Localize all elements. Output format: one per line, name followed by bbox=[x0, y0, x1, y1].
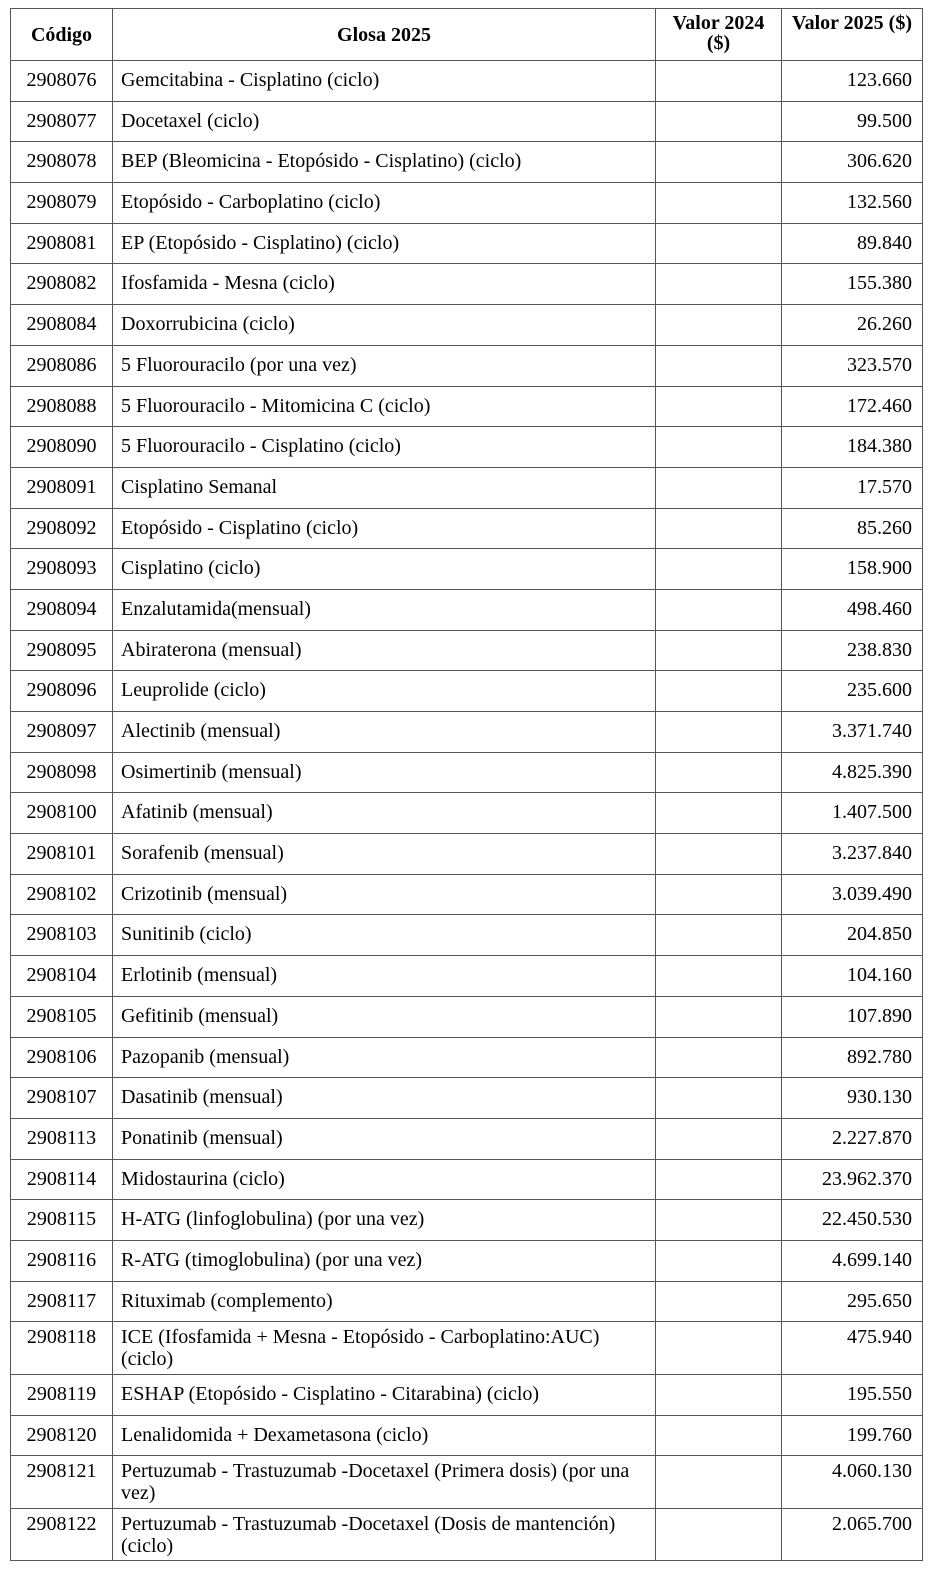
cell-codigo: 2908090 bbox=[11, 427, 113, 468]
cell-codigo: 2908093 bbox=[11, 549, 113, 590]
cell-glosa: Alectinib (mensual) bbox=[113, 712, 656, 753]
cell-codigo: 2908097 bbox=[11, 712, 113, 753]
header-valor-2025: Valor 2025 ($) bbox=[782, 9, 923, 61]
cell-glosa: ESHAP (Etopósido - Cisplatino - Citarabina) (ciclo) bbox=[113, 1374, 656, 1415]
cell-glosa: Cisplatino Semanal bbox=[113, 467, 656, 508]
cell-codigo: 2908102 bbox=[11, 874, 113, 915]
cell-valor-2025: 892.780 bbox=[782, 1037, 923, 1078]
cell-valor-2025: 2.227.870 bbox=[782, 1118, 923, 1159]
cell-valor-2025: 22.450.530 bbox=[782, 1200, 923, 1241]
cell-codigo: 2908113 bbox=[11, 1118, 113, 1159]
cell-codigo: 2908121 bbox=[11, 1456, 113, 1509]
cell-codigo: 2908088 bbox=[11, 386, 113, 427]
table-row bbox=[11, 61, 923, 102]
cell-glosa: Osimertinib (mensual) bbox=[113, 752, 656, 793]
table-row bbox=[11, 712, 923, 753]
cell-valor-2024 bbox=[656, 1281, 782, 1322]
table-row bbox=[11, 467, 923, 508]
header-valor-2024: Valor 2024 ($) bbox=[656, 9, 782, 61]
table-row bbox=[11, 1078, 923, 1119]
cell-valor-2024 bbox=[656, 630, 782, 671]
cell-codigo: 2908086 bbox=[11, 345, 113, 386]
cell-codigo: 2908098 bbox=[11, 752, 113, 793]
cell-valor-2025: 184.380 bbox=[782, 427, 923, 468]
table-row bbox=[11, 915, 923, 956]
cell-codigo: 2908095 bbox=[11, 630, 113, 671]
table-row bbox=[11, 223, 923, 264]
cell-valor-2024 bbox=[656, 549, 782, 590]
cell-valor-2025: 172.460 bbox=[782, 386, 923, 427]
cell-codigo: 2908084 bbox=[11, 305, 113, 346]
cell-valor-2024 bbox=[656, 834, 782, 875]
cell-valor-2024 bbox=[656, 793, 782, 834]
cell-codigo: 2908092 bbox=[11, 508, 113, 549]
cell-glosa: Midostaurina (ciclo) bbox=[113, 1159, 656, 1200]
cell-glosa: 5 Fluorouracilo - Cisplatino (ciclo) bbox=[113, 427, 656, 468]
cell-valor-2025: 89.840 bbox=[782, 223, 923, 264]
cell-glosa: 5 Fluorouracilo - Mitomicina C (ciclo) bbox=[113, 386, 656, 427]
cell-glosa: Ponatinib (mensual) bbox=[113, 1118, 656, 1159]
cell-glosa: Erlotinib (mensual) bbox=[113, 956, 656, 997]
table-row bbox=[11, 305, 923, 346]
cell-valor-2024 bbox=[656, 223, 782, 264]
cell-glosa: Gefitinib (mensual) bbox=[113, 996, 656, 1037]
cell-codigo: 2908122 bbox=[11, 1508, 113, 1561]
cell-valor-2025: 498.460 bbox=[782, 589, 923, 630]
cell-codigo: 2908091 bbox=[11, 467, 113, 508]
cell-valor-2025: 306.620 bbox=[782, 142, 923, 183]
table-row bbox=[11, 1159, 923, 1200]
cell-codigo: 2908105 bbox=[11, 996, 113, 1037]
table-row bbox=[11, 752, 923, 793]
cell-glosa: Cisplatino (ciclo) bbox=[113, 549, 656, 590]
cell-valor-2024 bbox=[656, 1508, 782, 1561]
cell-valor-2025: 99.500 bbox=[782, 101, 923, 142]
cell-valor-2024 bbox=[656, 427, 782, 468]
cell-valor-2024 bbox=[656, 467, 782, 508]
cell-valor-2024 bbox=[656, 671, 782, 712]
cell-codigo: 2908076 bbox=[11, 61, 113, 102]
cell-valor-2024 bbox=[656, 264, 782, 305]
cell-valor-2024 bbox=[656, 1240, 782, 1281]
cell-glosa: 5 Fluorouracilo (por una vez) bbox=[113, 345, 656, 386]
cell-codigo: 2908106 bbox=[11, 1037, 113, 1078]
table-row bbox=[11, 264, 923, 305]
table-row bbox=[11, 1037, 923, 1078]
cell-valor-2025: 4.699.140 bbox=[782, 1240, 923, 1281]
cell-codigo: 2908115 bbox=[11, 1200, 113, 1241]
cell-glosa: Leuprolide (ciclo) bbox=[113, 671, 656, 712]
cell-codigo: 2908107 bbox=[11, 1078, 113, 1119]
table-row bbox=[11, 1200, 923, 1241]
cell-glosa: EP (Etopósido - Cisplatino) (ciclo) bbox=[113, 223, 656, 264]
table-row bbox=[11, 1415, 923, 1456]
header-glosa: Glosa 2025 bbox=[113, 9, 656, 61]
table-row bbox=[11, 1240, 923, 1281]
cell-codigo: 2908103 bbox=[11, 915, 113, 956]
cell-valor-2025: 2.065.700 bbox=[782, 1508, 923, 1561]
cell-valor-2024 bbox=[656, 874, 782, 915]
cell-codigo: 2908114 bbox=[11, 1159, 113, 1200]
tariff-table bbox=[10, 8, 923, 1561]
cell-valor-2024 bbox=[656, 61, 782, 102]
cell-glosa: Sorafenib (mensual) bbox=[113, 834, 656, 875]
cell-valor-2024 bbox=[656, 712, 782, 753]
cell-glosa: Enzalutamida(mensual) bbox=[113, 589, 656, 630]
cell-valor-2024 bbox=[656, 183, 782, 224]
cell-codigo: 2908117 bbox=[11, 1281, 113, 1322]
table-row bbox=[11, 1456, 923, 1509]
cell-glosa: Pertuzumab - Trastuzumab -Docetaxel (Dosis de mantención) (ciclo) bbox=[113, 1508, 656, 1561]
cell-valor-2025: 1.407.500 bbox=[782, 793, 923, 834]
table-row bbox=[11, 549, 923, 590]
cell-codigo: 2908077 bbox=[11, 101, 113, 142]
table-row bbox=[11, 671, 923, 712]
cell-glosa: Ifosfamida - Mesna (ciclo) bbox=[113, 264, 656, 305]
table-row bbox=[11, 1281, 923, 1322]
cell-valor-2024 bbox=[656, 101, 782, 142]
cell-valor-2024 bbox=[656, 1374, 782, 1415]
cell-valor-2024 bbox=[656, 1037, 782, 1078]
cell-codigo: 2908094 bbox=[11, 589, 113, 630]
cell-codigo: 2908078 bbox=[11, 142, 113, 183]
cell-valor-2024 bbox=[656, 508, 782, 549]
cell-glosa: R-ATG (timoglobulina) (por una vez) bbox=[113, 1240, 656, 1281]
cell-valor-2025: 155.380 bbox=[782, 264, 923, 305]
cell-glosa: Sunitinib (ciclo) bbox=[113, 915, 656, 956]
cell-glosa: Docetaxel (ciclo) bbox=[113, 101, 656, 142]
cell-valor-2025: 107.890 bbox=[782, 996, 923, 1037]
cell-valor-2025: 3.237.840 bbox=[782, 834, 923, 875]
table-row bbox=[11, 956, 923, 997]
cell-codigo: 2908079 bbox=[11, 183, 113, 224]
table-row bbox=[11, 874, 923, 915]
cell-valor-2025: 104.160 bbox=[782, 956, 923, 997]
table-row bbox=[11, 508, 923, 549]
table-row bbox=[11, 1322, 923, 1375]
cell-glosa: Dasatinib (mensual) bbox=[113, 1078, 656, 1119]
cell-valor-2025: 158.900 bbox=[782, 549, 923, 590]
cell-glosa: Pertuzumab - Trastuzumab -Docetaxel (Primera dosis) (por una vez) bbox=[113, 1456, 656, 1509]
cell-codigo: 2908081 bbox=[11, 223, 113, 264]
table-row bbox=[11, 834, 923, 875]
cell-glosa: Rituximab (complemento) bbox=[113, 1281, 656, 1322]
cell-glosa: Etopósido - Carboplatino (ciclo) bbox=[113, 183, 656, 224]
table-row bbox=[11, 1508, 923, 1561]
cell-valor-2025: 930.130 bbox=[782, 1078, 923, 1119]
cell-glosa: Afatinib (mensual) bbox=[113, 793, 656, 834]
cell-valor-2025: 235.600 bbox=[782, 671, 923, 712]
cell-valor-2025: 4.060.130 bbox=[782, 1456, 923, 1509]
cell-valor-2024 bbox=[656, 589, 782, 630]
cell-valor-2024 bbox=[656, 1159, 782, 1200]
cell-valor-2024 bbox=[656, 915, 782, 956]
cell-valor-2025: 4.825.390 bbox=[782, 752, 923, 793]
table-header-row bbox=[11, 9, 923, 61]
cell-valor-2025: 323.570 bbox=[782, 345, 923, 386]
table-row bbox=[11, 427, 923, 468]
cell-codigo: 2908096 bbox=[11, 671, 113, 712]
cell-valor-2024 bbox=[656, 1078, 782, 1119]
cell-valor-2024 bbox=[656, 752, 782, 793]
table-row bbox=[11, 793, 923, 834]
cell-valor-2025: 132.560 bbox=[782, 183, 923, 224]
cell-valor-2024 bbox=[656, 1322, 782, 1375]
cell-valor-2025: 3.371.740 bbox=[782, 712, 923, 753]
cell-valor-2024 bbox=[656, 1200, 782, 1241]
cell-glosa: Gemcitabina - Cisplatino (ciclo) bbox=[113, 61, 656, 102]
table-row bbox=[11, 1374, 923, 1415]
table-row bbox=[11, 386, 923, 427]
cell-valor-2024 bbox=[656, 305, 782, 346]
table-row bbox=[11, 996, 923, 1037]
cell-codigo: 2908082 bbox=[11, 264, 113, 305]
cell-glosa: Etopósido - Cisplatino (ciclo) bbox=[113, 508, 656, 549]
cell-valor-2024 bbox=[656, 386, 782, 427]
header-codigo: Código bbox=[11, 9, 113, 61]
cell-valor-2025: 123.660 bbox=[782, 61, 923, 102]
cell-glosa: Crizotinib (mensual) bbox=[113, 874, 656, 915]
table-row bbox=[11, 142, 923, 183]
cell-glosa: Abiraterona (mensual) bbox=[113, 630, 656, 671]
cell-valor-2025: 26.260 bbox=[782, 305, 923, 346]
cell-valor-2025: 295.650 bbox=[782, 1281, 923, 1322]
cell-valor-2025: 238.830 bbox=[782, 630, 923, 671]
cell-glosa: Lenalidomida + Dexametasona (ciclo) bbox=[113, 1415, 656, 1456]
cell-valor-2024 bbox=[656, 1456, 782, 1509]
cell-glosa: BEP (Bleomicina - Etopósido - Cisplatino) (ciclo) bbox=[113, 142, 656, 183]
cell-valor-2025: 85.260 bbox=[782, 508, 923, 549]
cell-codigo: 2908116 bbox=[11, 1240, 113, 1281]
cell-valor-2025: 3.039.490 bbox=[782, 874, 923, 915]
cell-valor-2025: 204.850 bbox=[782, 915, 923, 956]
cell-codigo: 2908118 bbox=[11, 1322, 113, 1375]
cell-codigo: 2908100 bbox=[11, 793, 113, 834]
cell-glosa: ICE (Ifosfamida + Mesna - Etopósido - Carboplatino:AUC) (ciclo) bbox=[113, 1322, 656, 1375]
cell-valor-2024 bbox=[656, 956, 782, 997]
cell-valor-2025: 23.962.370 bbox=[782, 1159, 923, 1200]
cell-valor-2024 bbox=[656, 1118, 782, 1159]
cell-glosa: Pazopanib (mensual) bbox=[113, 1037, 656, 1078]
cell-glosa: Doxorrubicina (ciclo) bbox=[113, 305, 656, 346]
cell-codigo: 2908119 bbox=[11, 1374, 113, 1415]
cell-codigo: 2908101 bbox=[11, 834, 113, 875]
cell-valor-2024 bbox=[656, 142, 782, 183]
cell-valor-2025: 475.940 bbox=[782, 1322, 923, 1375]
table-row bbox=[11, 101, 923, 142]
cell-codigo: 2908120 bbox=[11, 1415, 113, 1456]
cell-valor-2024 bbox=[656, 345, 782, 386]
cell-valor-2024 bbox=[656, 1415, 782, 1456]
cell-glosa: H-ATG (linfoglobulina) (por una vez) bbox=[113, 1200, 656, 1241]
table-row bbox=[11, 345, 923, 386]
cell-codigo: 2908104 bbox=[11, 956, 113, 997]
cell-valor-2025: 199.760 bbox=[782, 1415, 923, 1456]
table-row bbox=[11, 1118, 923, 1159]
table-row bbox=[11, 183, 923, 224]
cell-valor-2025: 17.570 bbox=[782, 467, 923, 508]
table-row bbox=[11, 630, 923, 671]
table-row bbox=[11, 589, 923, 630]
cell-valor-2025: 195.550 bbox=[782, 1374, 923, 1415]
cell-valor-2024 bbox=[656, 996, 782, 1037]
